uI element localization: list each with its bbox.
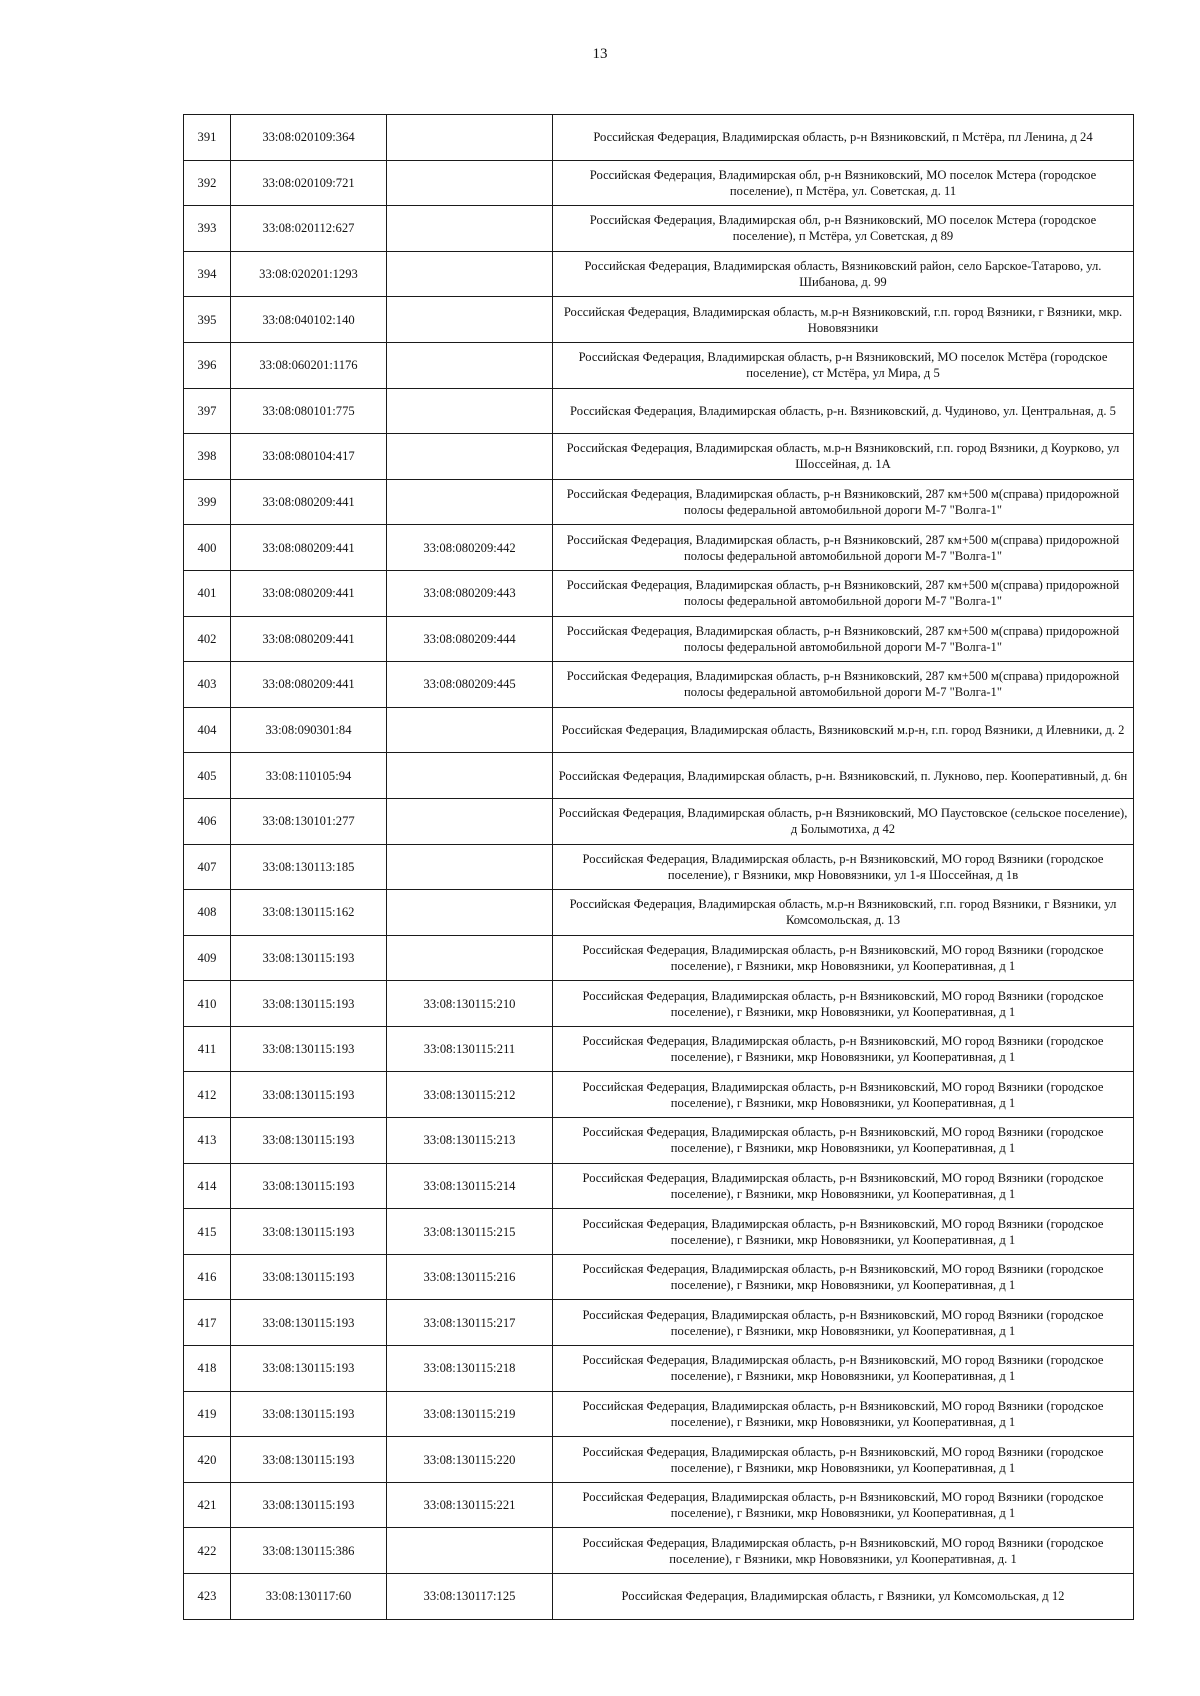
cadastral-number-cell: 33:08:130115:193 [231,1482,387,1528]
row-number-cell: 422 [184,1528,231,1574]
address-cell: Российская Федерация, Владимирская область, р-н Вязниковский, МО город Вязники (городское поселение), г Вязники, мкр Нововязники, ул Кооперативная, д 1 [553,1026,1134,1072]
sub-cadastral-number-cell: 33:08:130115:211 [387,1026,553,1072]
cadastral-number-cell: 33:08:130115:193 [231,1072,387,1118]
cadastral-number-cell: 33:08:080209:441 [231,570,387,616]
sub-cadastral-number-cell [387,890,553,936]
cadastral-number-cell: 33:08:130117:60 [231,1574,387,1620]
row-number-cell: 417 [184,1300,231,1346]
sub-cadastral-number-cell: 33:08:130115:217 [387,1300,553,1346]
table-row [184,616,1134,662]
cadastral-number-cell: 33:08:130101:277 [231,798,387,844]
table-row [184,1437,1134,1483]
cadastral-number-cell: 33:08:130115:193 [231,1118,387,1164]
row-number-cell: 414 [184,1163,231,1209]
address-cell: Российская Федерация, Владимирская область, р-н Вязниковский, МО город Вязники (городское поселение), г Вязники, мкр Нововязники, ул Кооперативная, д 1 [553,1346,1134,1392]
address-cell: Российская Федерация, Владимирская область, р-н Вязниковский, МО город Вязники (городское поселение), г Вязники, мкр Нововязники, ул Кооперативная, д 1 [553,1163,1134,1209]
row-number-cell: 394 [184,251,231,297]
table-row [184,798,1134,844]
row-number-cell: 409 [184,935,231,981]
sub-cadastral-number-cell [387,479,553,525]
cadastral-number-cell: 33:08:130115:193 [231,1437,387,1483]
address-cell: Российская Федерация, Владимирская область, р-н Вязниковский, МО город Вязники (городское поселение), г Вязники, мкр Нововязники, ул Кооперативная, д 1 [553,981,1134,1027]
address-cell: Российская Федерация, Владимирская область, р-н Вязниковский, МО город Вязники (городское поселение), г Вязники, мкр Нововязники, ул Кооперативная, д 1 [553,1437,1134,1483]
address-cell: Российская Федерация, Владимирская область, р-н Вязниковский, МО город Вязники (городское поселение), г Вязники, мкр Нововязники, ул 1-я Шоссейная, д 1в [553,844,1134,890]
cadastral-number-cell: 33:08:130115:193 [231,1391,387,1437]
row-number-cell: 406 [184,798,231,844]
sub-cadastral-number-cell: 33:08:080209:443 [387,570,553,616]
row-number-cell: 416 [184,1254,231,1300]
address-cell: Российская Федерация, Владимирская область, р-н Вязниковский, 287 км+500 м(справа) придорожной полосы федеральной автомобильной дороги М-7 "Волга-1" [553,570,1134,616]
address-cell: Российская Федерация, Владимирская область, м.р-н Вязниковский, г.п. город Вязники, г Вязники, ул Комсомольская, д. 13 [553,890,1134,936]
cadastral-number-cell: 33:08:080104:417 [231,434,387,480]
cadastral-number-cell: 33:08:090301:84 [231,707,387,753]
address-cell: Российская Федерация, Владимирская область, г Вязники, ул Комсомольская, д 12 [553,1574,1134,1620]
address-cell: Российская Федерация, Владимирская область, р-н Вязниковский, МО город Вязники (городское поселение), г Вязники, мкр Нововязники, ул Кооперативная, д 1 [553,935,1134,981]
table-row [184,1163,1134,1209]
cadastral-number-cell: 33:08:130115:193 [231,1346,387,1392]
table-row [184,1528,1134,1574]
table-row [184,1391,1134,1437]
registry-table-body [184,115,1134,1620]
sub-cadastral-number-cell [387,1528,553,1574]
row-number-cell: 410 [184,981,231,1027]
registry-table [183,114,1134,1620]
row-number-cell: 423 [184,1574,231,1620]
address-cell: Российская Федерация, Владимирская область, р-н Вязниковский, МО город Вязники (городское поселение), г Вязники, мкр Нововязники, ул Кооперативная, д 1 [553,1300,1134,1346]
cadastral-number-cell: 33:08:110105:94 [231,753,387,799]
address-cell: Российская Федерация, Владимирская область, р-н Вязниковский, МО город Вязники (городское поселение), г Вязники, мкр Нововязники, ул Кооперативная, д 1 [553,1391,1134,1437]
table-row [184,479,1134,525]
sub-cadastral-number-cell: 33:08:080209:445 [387,662,553,708]
table-row [184,1254,1134,1300]
sub-cadastral-number-cell: 33:08:130115:221 [387,1482,553,1528]
sub-cadastral-number-cell: 33:08:130115:220 [387,1437,553,1483]
row-number-cell: 413 [184,1118,231,1164]
sub-cadastral-number-cell [387,342,553,388]
cadastral-number-cell: 33:08:130115:193 [231,1026,387,1072]
table-row [184,388,1134,434]
address-cell: Российская Федерация, Владимирская область, р-н. Вязниковский, п. Лукново, пер. Кооперативный, д. 6н [553,753,1134,799]
sub-cadastral-number-cell [387,753,553,799]
row-number-cell: 402 [184,616,231,662]
cadastral-number-cell: 33:08:130115:193 [231,935,387,981]
row-number-cell: 399 [184,479,231,525]
row-number-cell: 415 [184,1209,231,1255]
address-cell: Российская Федерация, Владимирская обл, р-н Вязниковский, МО поселок Мстера (городское поселение), п Мстёра, ул. Советская, д. 11 [553,160,1134,206]
cadastral-number-cell: 33:08:130115:386 [231,1528,387,1574]
cadastral-number-cell: 33:08:040102:140 [231,297,387,343]
address-cell: Российская Федерация, Владимирская область, р-н. Вязниковский, д. Чудиново, ул. Центральная, д. 5 [553,388,1134,434]
cadastral-number-cell: 33:08:020109:721 [231,160,387,206]
sub-cadastral-number-cell: 33:08:130115:219 [387,1391,553,1437]
table-row [184,753,1134,799]
row-number-cell: 401 [184,570,231,616]
address-cell: Российская Федерация, Владимирская область, р-н Вязниковский, 287 км+500 м(справа) придорожной полосы федеральной автомобильной дороги М-7 "Волга-1" [553,479,1134,525]
address-cell: Российская Федерация, Владимирская область, р-н Вязниковский, МО город Вязники (городское поселение), г Вязники, мкр Нововязники, ул Кооперативная, д 1 [553,1254,1134,1300]
address-cell: Российская Федерация, Владимирская обл, р-н Вязниковский, МО поселок Мстера (городское поселение), п Мстёра, ул Советская, д 89 [553,206,1134,252]
row-number-cell: 392 [184,160,231,206]
sub-cadastral-number-cell: 33:08:130115:218 [387,1346,553,1392]
sub-cadastral-number-cell [387,160,553,206]
table-row [184,935,1134,981]
table-row [184,1118,1134,1164]
table-row [184,707,1134,753]
sub-cadastral-number-cell [387,251,553,297]
cadastral-number-cell: 33:08:080209:441 [231,479,387,525]
row-number-cell: 397 [184,388,231,434]
row-number-cell: 403 [184,662,231,708]
row-number-cell: 404 [184,707,231,753]
table-row [184,844,1134,890]
address-cell: Российская Федерация, Владимирская область, м.р-н Вязниковский, г.п. город Вязники, г Вязники, мкр. Нововязники [553,297,1134,343]
address-cell: Российская Федерация, Владимирская область, Вязниковский район, село Барское-Татарово, ул. Шибанова, д. 99 [553,251,1134,297]
cadastral-number-cell: 33:08:130115:193 [231,1163,387,1209]
sub-cadastral-number-cell: 33:08:130115:210 [387,981,553,1027]
sub-cadastral-number-cell: 33:08:130115:216 [387,1254,553,1300]
address-cell: Российская Федерация, Владимирская область, Вязниковский м.р-н, г.п. город Вязники, д Илевники, д. 2 [553,707,1134,753]
table-row [184,1026,1134,1072]
sub-cadastral-number-cell [387,798,553,844]
address-cell: Российская Федерация, Владимирская область, р-н Вязниковский, МО город Вязники (городское поселение), г Вязники, мкр Нововязники, ул Кооперативная, д 1 [553,1072,1134,1118]
cadastral-number-cell: 33:08:020112:627 [231,206,387,252]
address-cell: Российская Федерация, Владимирская область, р-н Вязниковский, 287 км+500 м(справа) придорожной полосы федеральной автомобильной дороги М-7 "Волга-1" [553,662,1134,708]
table-row [184,1209,1134,1255]
row-number-cell: 419 [184,1391,231,1437]
row-number-cell: 411 [184,1026,231,1072]
table-row [184,1346,1134,1392]
address-cell: Российская Федерация, Владимирская область, р-н Вязниковский, МО город Вязники (городское поселение), г Вязники, мкр Нововязники, ул Кооперативная, д 1 [553,1209,1134,1255]
sub-cadastral-number-cell [387,206,553,252]
address-cell: Российская Федерация, Владимирская область, р-н Вязниковский, 287 км+500 м(справа) придорожной полосы федеральной автомобильной дороги М-7 "Волга-1" [553,616,1134,662]
sub-cadastral-number-cell [387,935,553,981]
row-number-cell: 408 [184,890,231,936]
cadastral-number-cell: 33:08:080101:775 [231,388,387,434]
row-number-cell: 405 [184,753,231,799]
row-number-cell: 395 [184,297,231,343]
sub-cadastral-number-cell: 33:08:080209:442 [387,525,553,571]
sub-cadastral-number-cell: 33:08:130115:215 [387,1209,553,1255]
sub-cadastral-number-cell: 33:08:080209:444 [387,616,553,662]
address-cell: Российская Федерация, Владимирская область, р-н Вязниковский, МО город Вязники (городское поселение), г Вязники, мкр Нововязники, ул Кооперативная, д 1 [553,1482,1134,1528]
sub-cadastral-number-cell: 33:08:130115:214 [387,1163,553,1209]
table-row [184,251,1134,297]
row-number-cell: 418 [184,1346,231,1392]
sub-cadastral-number-cell [387,434,553,480]
cadastral-number-cell: 33:08:130115:193 [231,981,387,1027]
sub-cadastral-number-cell: 33:08:130117:125 [387,1574,553,1620]
table-row [184,434,1134,480]
cadastral-number-cell: 33:08:130115:193 [231,1300,387,1346]
address-cell: Российская Федерация, Владимирская область, р-н Вязниковский, 287 км+500 м(справа) придорожной полосы федеральной автомобильной дороги М-7 "Волга-1" [553,525,1134,571]
table-row [184,115,1134,161]
row-number-cell: 412 [184,1072,231,1118]
sub-cadastral-number-cell [387,707,553,753]
address-cell: Российская Федерация, Владимирская область, р-н Вязниковский, МО поселок Мстёра (городское поселение), ст Мстёра, ул Мира, д 5 [553,342,1134,388]
row-number-cell: 393 [184,206,231,252]
cadastral-number-cell: 33:08:130115:193 [231,1254,387,1300]
table-row [184,1072,1134,1118]
cadastral-number-cell: 33:08:130113:185 [231,844,387,890]
address-cell: Российская Федерация, Владимирская область, р-н Вязниковский, МО город Вязники (городское поселение), г Вязники, мкр Нововязники, ул Кооперативная, д. 1 [553,1528,1134,1574]
row-number-cell: 391 [184,115,231,161]
row-number-cell: 400 [184,525,231,571]
address-cell: Российская Федерация, Владимирская область, м.р-н Вязниковский, г.п. город Вязники, д Коурково, ул Шоссейная, д. 1А [553,434,1134,480]
cadastral-number-cell: 33:08:130115:162 [231,890,387,936]
table-row [184,342,1134,388]
table-row [184,297,1134,343]
row-number-cell: 421 [184,1482,231,1528]
address-cell: Российская Федерация, Владимирская область, р-н Вязниковский, п Мстёра, пл Ленина, д 24 [553,115,1134,161]
table-row [184,662,1134,708]
sub-cadastral-number-cell: 33:08:130115:213 [387,1118,553,1164]
row-number-cell: 398 [184,434,231,480]
table-row [184,1574,1134,1620]
table-row [184,1300,1134,1346]
table-row [184,206,1134,252]
sub-cadastral-number-cell [387,844,553,890]
address-cell: Российская Федерация, Владимирская область, р-н Вязниковский, МО город Вязники (городское поселение), г Вязники, мкр Нововязники, ул Кооперативная, д 1 [553,1118,1134,1164]
address-cell: Российская Федерация, Владимирская область, р-н Вязниковский, МО Паустовское (сельское поселение), д Болымотиха, д 42 [553,798,1134,844]
cadastral-number-cell: 33:08:080209:441 [231,525,387,571]
row-number-cell: 407 [184,844,231,890]
cadastral-number-cell: 33:08:020201:1293 [231,251,387,297]
row-number-cell: 396 [184,342,231,388]
cadastral-number-cell: 33:08:020109:364 [231,115,387,161]
cadastral-number-cell: 33:08:060201:1176 [231,342,387,388]
table-row [184,570,1134,616]
sub-cadastral-number-cell [387,297,553,343]
cadastral-number-cell: 33:08:080209:441 [231,616,387,662]
table-row [184,160,1134,206]
table-row [184,981,1134,1027]
cadastral-number-cell: 33:08:130115:193 [231,1209,387,1255]
table-row [184,890,1134,936]
sub-cadastral-number-cell: 33:08:130115:212 [387,1072,553,1118]
cadastral-number-cell: 33:08:080209:441 [231,662,387,708]
page-number: 13 [592,46,608,62]
sub-cadastral-number-cell [387,115,553,161]
table-row [184,1482,1134,1528]
sub-cadastral-number-cell [387,388,553,434]
table-row [184,525,1134,571]
row-number-cell: 420 [184,1437,231,1483]
